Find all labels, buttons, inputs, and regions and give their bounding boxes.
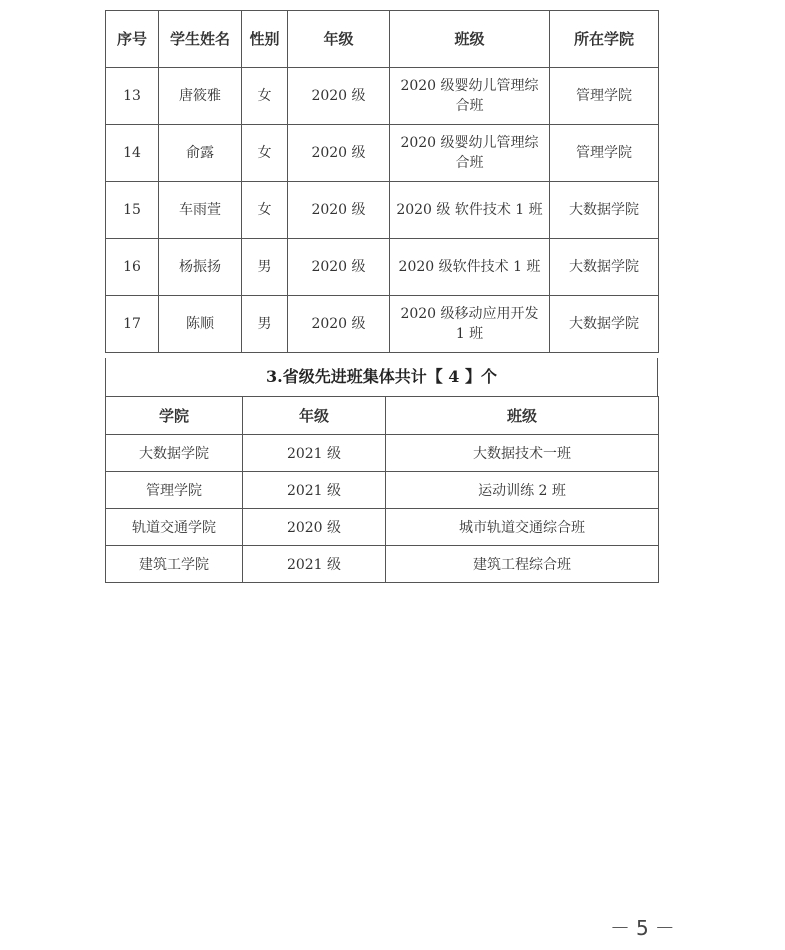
cell-class: 2020 级婴幼儿管理综合班: [390, 68, 550, 125]
cell-class: 2020 级移动应用开发 1 班: [390, 296, 550, 353]
cell-class: 2020 级婴幼儿管理综合班: [390, 125, 550, 182]
table-row: [106, 509, 659, 546]
header-no: 序号: [106, 11, 159, 68]
section-title: 3.省级先进班集体共计【 4 】个: [105, 358, 658, 397]
cell-college: 轨道交通学院: [106, 509, 243, 546]
cell-college: 建筑工学院: [106, 546, 243, 583]
header-grade: 年级: [243, 397, 386, 435]
cell-college: 管理学院: [106, 472, 243, 509]
cell-grade: 2021 级: [243, 435, 386, 472]
table-row: [106, 182, 659, 239]
cell-class: 2020 级 软件技术 1 班: [390, 182, 550, 239]
cell-grade: 2020 级: [288, 296, 390, 353]
header-grade: 年级: [288, 11, 390, 68]
cell-name: 陈顺: [159, 296, 242, 353]
table-row: [106, 68, 659, 125]
cell-no: 16: [106, 239, 159, 296]
cell-grade: 2020 级: [288, 239, 390, 296]
cell-college: 管理学院: [550, 125, 659, 182]
collective-table-header: [106, 397, 659, 435]
cell-grade: 2020 级: [288, 68, 390, 125]
header-gender: 性别: [242, 11, 288, 68]
student-table-header: [106, 11, 659, 68]
cell-no: 13: [106, 68, 159, 125]
cell-gender: 男: [242, 296, 288, 353]
cell-gender: 女: [242, 125, 288, 182]
cell-class: 建筑工程综合班: [386, 546, 659, 583]
student-table: [105, 10, 659, 353]
cell-college: 大数据学院: [550, 239, 659, 296]
header-college: 学院: [106, 397, 243, 435]
cell-college: 大数据学院: [550, 182, 659, 239]
cell-college: 大数据学院: [550, 296, 659, 353]
cell-grade: 2020 级: [243, 509, 386, 546]
cell-name: 车雨萱: [159, 182, 242, 239]
cell-no: 17: [106, 296, 159, 353]
header-college: 所在学院: [550, 11, 659, 68]
cell-class: 运动训练 2 班: [386, 472, 659, 509]
cell-grade: 2021 级: [243, 546, 386, 583]
header-class: 班级: [386, 397, 659, 435]
cell-grade: 2020 级: [288, 182, 390, 239]
cell-class: 城市轨道交通综合班: [386, 509, 659, 546]
cell-no: 15: [106, 182, 159, 239]
cell-name: 唐筱雅: [159, 68, 242, 125]
cell-gender: 女: [242, 182, 288, 239]
header-class: 班级: [390, 11, 550, 68]
cell-gender: 男: [242, 239, 288, 296]
cell-name: 杨振扬: [159, 239, 242, 296]
cell-class: 2020 级软件技术 1 班: [390, 239, 550, 296]
table-row: [106, 546, 659, 583]
header-name: 学生姓名: [159, 11, 242, 68]
cell-gender: 女: [242, 68, 288, 125]
cell-grade: 2020 级: [288, 125, 390, 182]
cell-college: 管理学院: [550, 68, 659, 125]
cell-name: 俞露: [159, 125, 242, 182]
table-row: [106, 296, 659, 353]
cell-grade: 2021 级: [243, 472, 386, 509]
table-row: [106, 125, 659, 182]
table-row: [106, 472, 659, 509]
table-row: [106, 239, 659, 296]
page-number: －5－: [610, 916, 681, 940]
cell-class: 大数据技术一班: [386, 435, 659, 472]
collective-table: [105, 396, 659, 583]
table-row: [106, 435, 659, 472]
cell-no: 14: [106, 125, 159, 182]
cell-college: 大数据学院: [106, 435, 243, 472]
